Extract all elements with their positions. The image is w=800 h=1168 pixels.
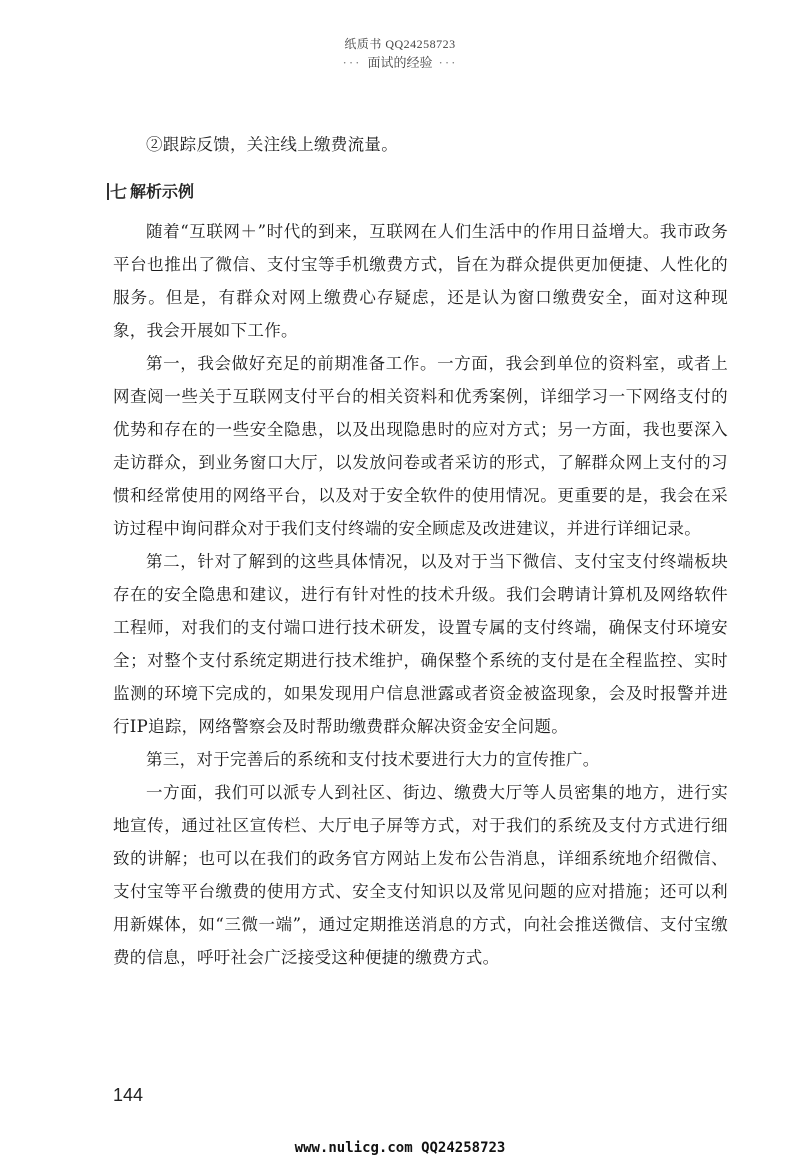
paragraph-second-point: 第二，针对了解到的这些具体情况，以及对于当下微信、支付宝支付终端板块存在的安全隐患和建议，进行有针对性的技术升级。我们会聘请计算机及网络软件工程师，对我们的支付端口进行技术研发，设置专属的支付终端，确保支付环境安全；对整个支付系统定期进行技术维护，确保整个系统的支付是在全程监控、实时监测的环境下完成的，如果发现用户信息泄露或者资金被盗现象，会及时报警并进行IP追踪，网络警察会及时帮助缴费群众解决资金安全问题。	[113, 552, 728, 736]
section-heading	[107, 175, 728, 205]
paragraph-followup: ②跟踪反馈，关注线上缴费流量。	[146, 135, 398, 154]
page-footer-watermark: www.nulicg.com QQ24258723	[294, 1140, 506, 1156]
section-heading-title: 解析示例	[130, 181, 195, 201]
section-number-icon: 七	[107, 178, 126, 203]
right-dots: ···	[438, 55, 458, 70]
header-watermark: 纸质书 QQ24258723	[344, 37, 456, 51]
page-number: 144	[113, 1085, 144, 1105]
paragraph-first-point: 第一，我会做好充足的前期准备工作。一方面，我会到单位的资料室，或者上网查阅一些关于互联网支付平台的相关资料和优秀案例，详细学习一下网络支付的优势和存在的一些安全隐患，以及出现隐患时的应对方式；另一方面，我也要深入走访群众，到业务窗口大厅，以发放问卷或者采访的形式，了解群众网上支付的习惯和经常使用的网络平台，以及对于安全软件的使用情况。更重要的是，我会在采访过程中询问群众对于我们支付终端的安全顾虑及改进建议，并进行详细记录。	[113, 354, 728, 538]
section-title: 面试的经验	[367, 55, 433, 70]
paragraph-intro: 随着“互联网＋”时代的到来，互联网在人们生活中的作用日益增大。我市政务平台也推出了微信、支付宝等手机缴费方式，旨在为群众提供更加便捷、人性化的服务。但是，有群众对网上缴费心存疑虑，还是认为窗口缴费安全，面对这种现象，我会开展如下工作。	[113, 222, 728, 340]
page-header	[0, 36, 800, 72]
paragraph-third-point: 第三，对于完善后的系统和支付技术要进行大力的宣传推广。	[146, 750, 600, 769]
running-head	[0, 54, 800, 72]
left-dots: ···	[342, 55, 362, 70]
paragraph-promotion: 一方面，我们可以派专人到社区、街边、缴费大厅等人员密集的地方，进行实地宣传，通过社区宣传栏、大厅电子屏等方式，对于我们的系统及支付方式进行细致的讲解；也可以在我们的政务官方网站上发布公告消息，详细系统地介绍微信、支付宝等平台缴费的使用方式、安全支付知识以及常见问题的应对措施；还可以利用新媒体，如“三微一端”，通过定期推送消息的方式，向社会推送微信、支付宝缴费的信息，呼吁社会广泛接受这种便捷的缴费方式。	[113, 783, 728, 967]
page-body	[110, 128, 728, 974]
